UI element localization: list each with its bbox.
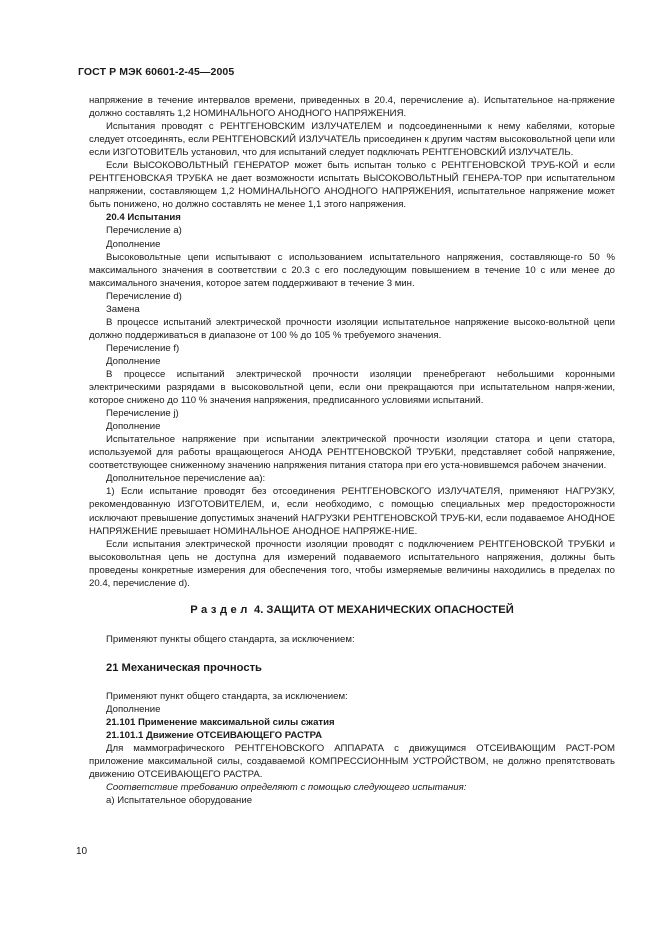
paragraph: Дополнительное перечисление аа): [106,473,266,485]
paragraph: Высоковольтные цепи испытывают с использованием испытательного напряжения, составляюще-го 50 % максимального значения в соответствии с 20.3 с его последующим повышением в течение 10 с или менее до максимального значения, которое затем поддерживают в течение 3 мин. [89,251,615,289]
paragraph: Перечисление j) [106,408,179,420]
paragraph: Дополнение [106,238,161,250]
subclause-heading: 20.4 Испытания [106,212,181,224]
paragraph: Перечисление а) [106,225,182,237]
paragraph: 1) Если испытание проводят без отсоединения РЕНТГЕНОВСКОГО ИЗЛУЧАТЕЛЯ, применяют НАГРУЗКУ, рекомендованную ИЗГОТОВИТЕЛЕМ, и, если необходимо, с помощью специальных мер предосторожности исключают превышение допустимых значений НАГРУЗКИ РЕНТГЕНОВСКОЙ ТРУБ-КИ, если подаваемое АНОДНОЕ НАПРЯЖЕНИЕ превышает НОМИНАЛЬНОЕ АНОДНОЕ НАПРЯЖЕ-НИЕ. [89,486,615,537]
page-number: 10 [76,846,88,857]
section-word: Раздел [190,603,251,616]
paragraph: Для маммографического РЕНТГЕНОВСКОГО АППАРАТА с движущимся ОТСЕИВАЮЩИМ РАСТ-РОМ приложение максимальной силы, создаваемой КОМПРЕССИОННЫМ УСТРОЙСТВОМ, не должно препятствовать движению ОТСЕИВАЮЩЕГО РАСТРА. [89,743,615,781]
paragraph: Испытательное напряжение при испытании электрической прочности изоляции статора и цепи статора, используемой для работы вращающегося АНОДА РЕНТГЕНОВСКОЙ ТРУБКИ, представляет собой напряжение, соответствующее сниженному значению напряжения питания статора при его уста-новившемся рабочем значении. [89,434,615,472]
compliance-note: Соответствие требованию определяют с помощью следующего испытания: [106,782,467,794]
subclause-heading: 21.101.1 Движение ОТСЕИВАЮЩЕГО РАСТРА [106,730,323,742]
paragraph: Перечисление f) [106,342,180,354]
document-header: ГОСТ Р МЭК 60601-2-45—2005 [78,66,235,78]
section-title: 4. ЗАЩИТА ОТ МЕХАНИЧЕСКИХ ОПАСНОСТЕЙ [250,603,514,616]
section-heading [89,604,615,617]
section-intro: Применяют пункты общего стандарта, за исключением: [106,633,355,645]
bottom-text-block [89,690,615,807]
top-text-block [89,94,615,590]
subclause-heading: 21.101 Применение максимальной силы сжатия [106,717,335,729]
document-body [89,94,615,807]
paragraph: Замена [106,303,140,315]
paragraph: Дополнение [106,355,161,367]
paragraph: В процессе испытаний электрической прочности изоляции испытательное напряжение высоко-вольтной цепи должно поддерживаться в диапазоне от 100 % до 105 % требуемого значения. [89,316,615,341]
paragraph: Дополнение [106,421,161,433]
paragraph: напряжение в течение интервалов времени, приведенных в 20.4, перечисление а). Испытательное на-пряжение должно составлять 1,2 НОМИНАЛЬНОГО АНОДНОГО НАПРЯЖЕНИЯ. [89,95,615,120]
paragraph: Испытания проводят с РЕНТГЕНОВСКИМ ИЗЛУЧАТЕЛЕМ и подсоединенными к нему кабелями, которые следует отсоединять, если РЕНТГЕНОВСКИЙ ИЗЛУЧАТЕЛЬ присоединен к другим частям высоковольтной цепи или если ИЗГОТОВИТЕЛЬ установил, что для испытаний следует подключать РЕНТГЕНОВСКИЙ ИЗЛУЧАТЕЛЬ. [89,121,615,159]
paragraph: Если испытания электрической прочности изоляции проводят с подключением РЕНТГЕНОВСКОЙ ТРУБКИ и высоковольтная цепь не доступна для измерений подаваемого испытательного напряжения, должны быть проведены конкретные измерения для обеспечения того, чтобы измеряемые величины находились в пределах по 20.4, перечисление d). [89,538,615,589]
paragraph: Перечисление d) [106,290,182,302]
paragraph: Дополнение [106,703,161,715]
paragraph: Если ВЫСОКОВОЛЬТНЫЙ ГЕНЕРАТОР может быть испытан только с РЕНТГЕНОВСКОЙ ТРУБ-КОЙ и если РЕНТГЕНОВСКАЯ ТРУБКА не дает возможности испытать ВЫСОКОВОЛЬТНЫЙ ГЕНЕРА-ТОР при испытательном напряжении, составляющем 1,2 НОМИНАЛЬНОГО АНОДНОГО НАПРЯЖЕНИЯ, испытательное напряжение может быть понижено, но должно составлять не менее 1,1 этого напряжения. [89,160,615,211]
paragraph: а) Испытательное оборудование [106,795,253,807]
paragraph: В процессе испытаний электрической прочности изоляции пренебрегают небольшими коронными электрическими разрядами в высоковольтной цепи, если они прекращаются при испытательном напря-жении, которое снижено до 110 % значения напряжения, предписанного условиями испытаний. [89,368,615,407]
paragraph: Применяют пункт общего стандарта, за исключением: [106,690,348,702]
clause-heading: 21 Механическая прочность [106,661,262,674]
